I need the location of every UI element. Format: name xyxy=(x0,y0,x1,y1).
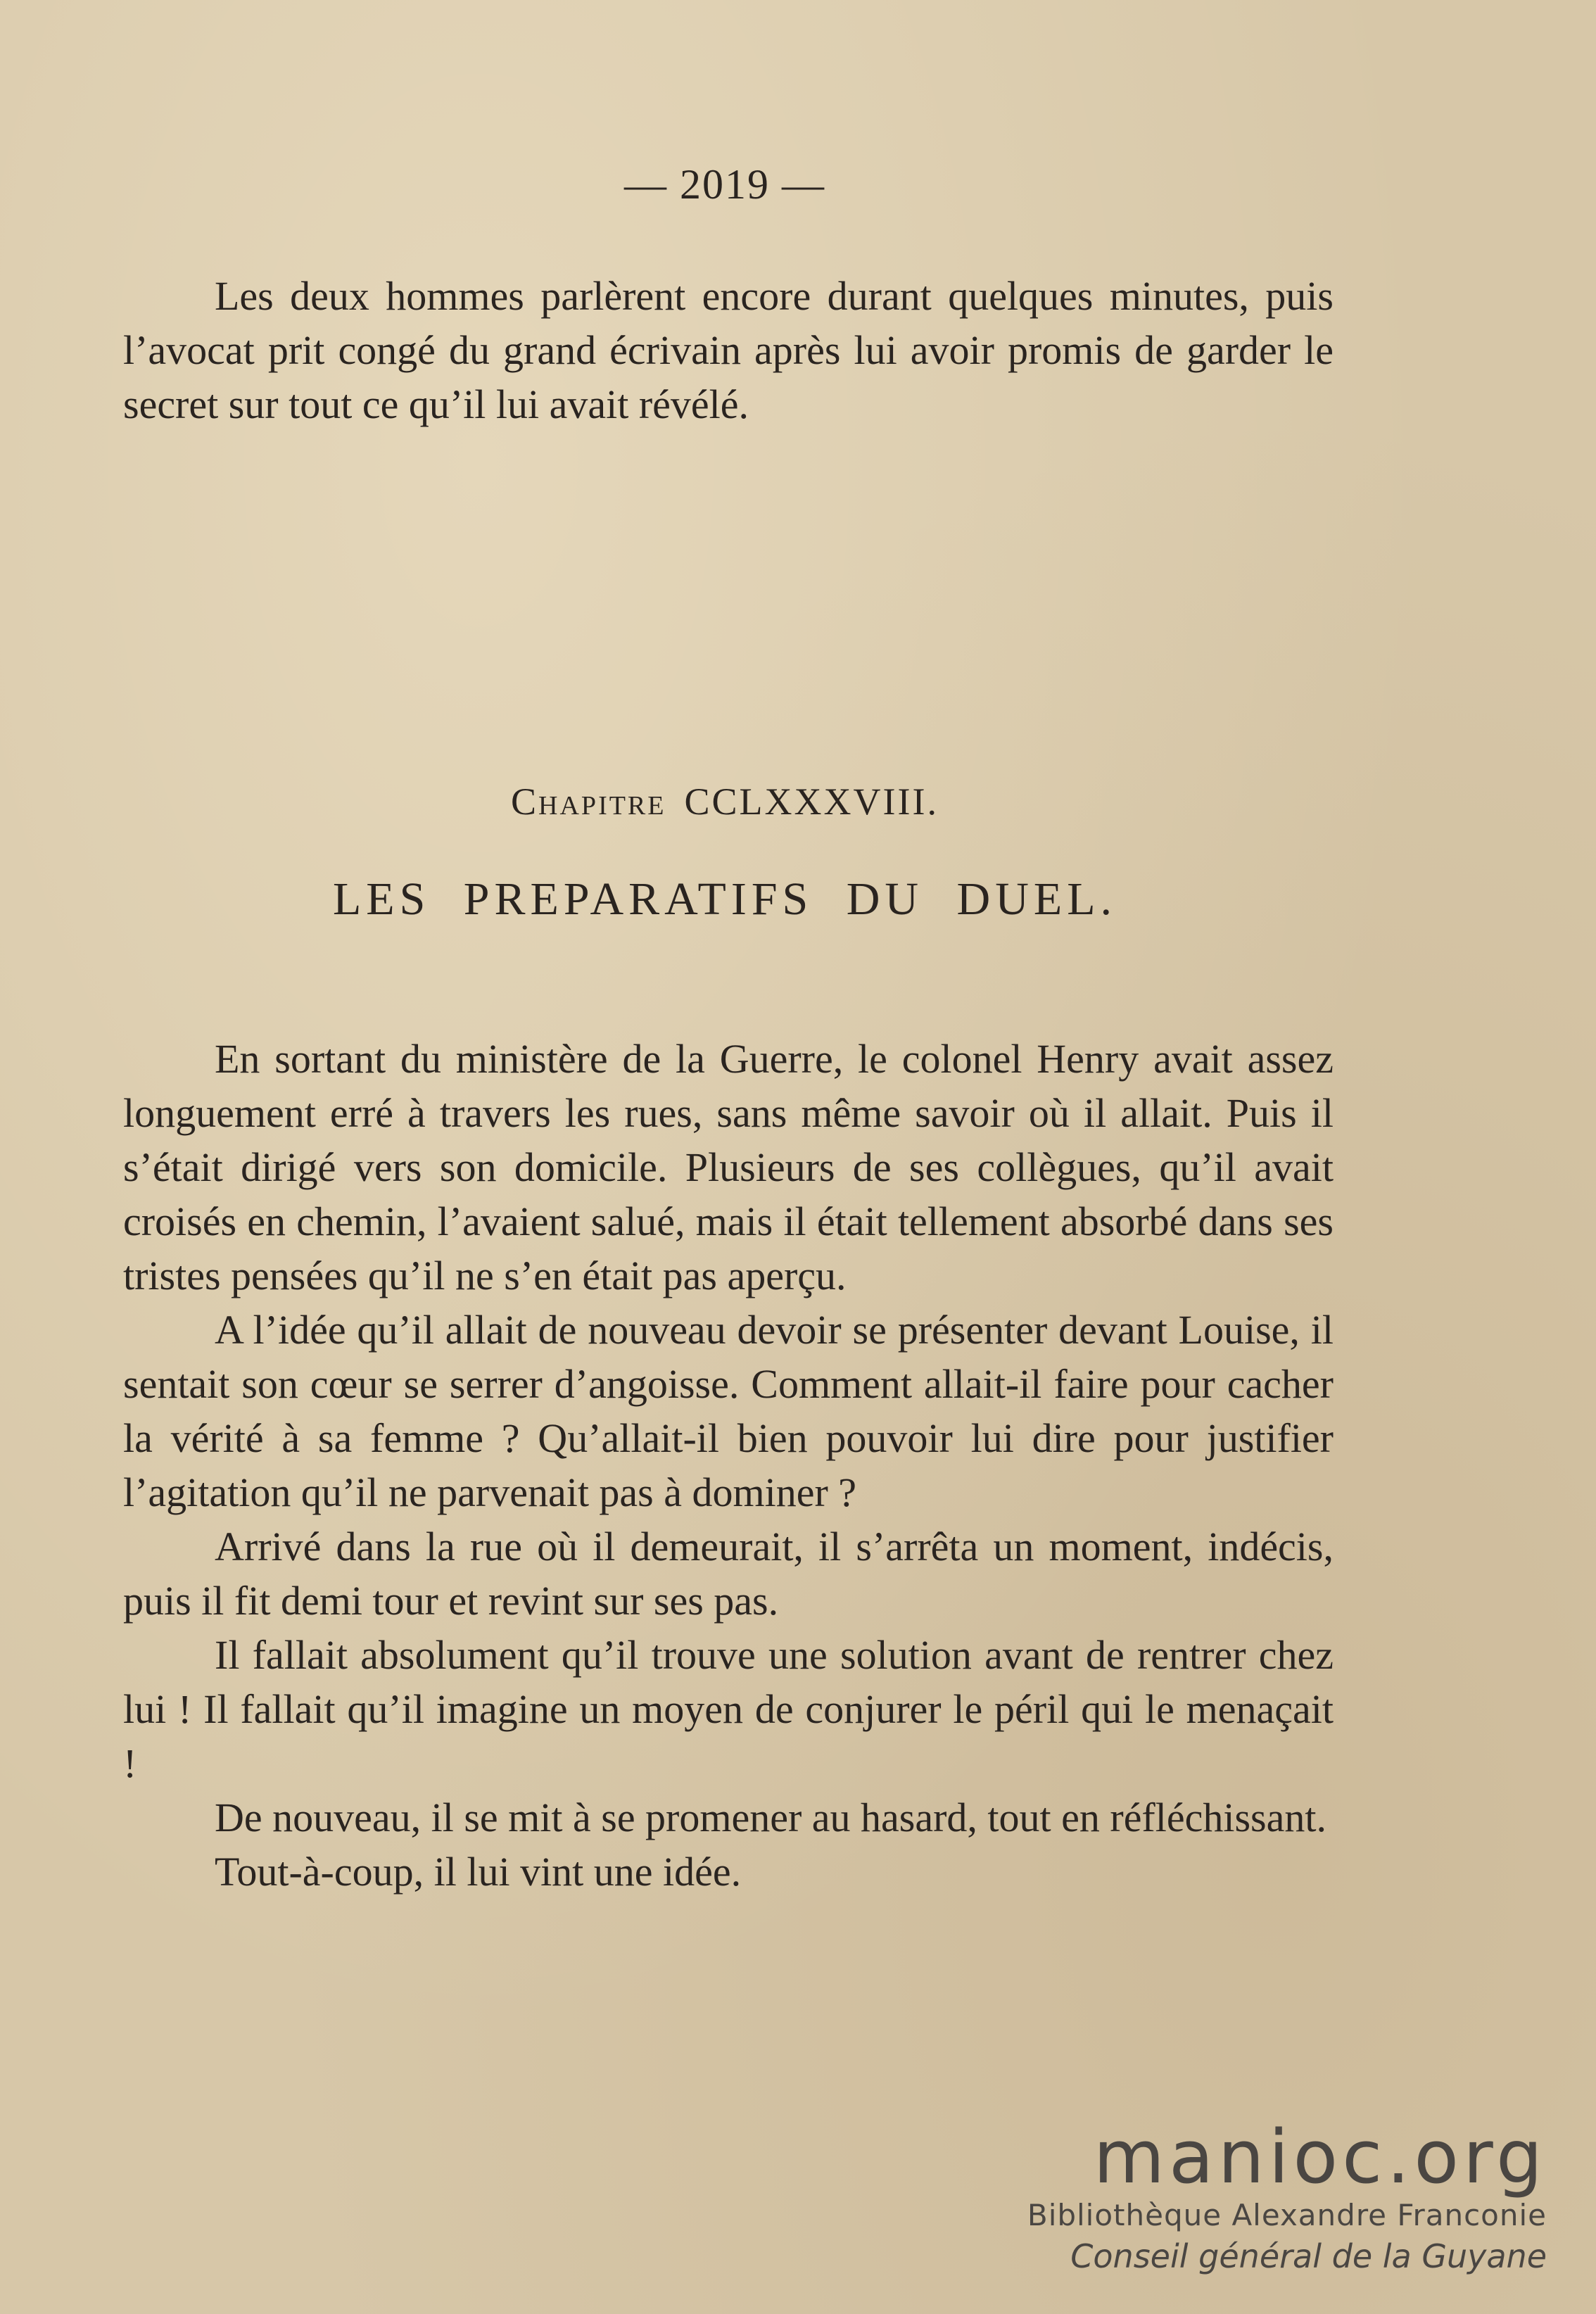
watermark-library: Bibliothèque Alexandre Franconie xyxy=(1027,2198,1547,2232)
library-watermark xyxy=(1027,2114,1547,2277)
body-paragraph: De nouveau, il se mit à se promener au hasard, tout en réfléchissant. xyxy=(215,1795,1326,1840)
chapter-label: Chapitre xyxy=(511,780,666,823)
intro-text xyxy=(123,269,1334,431)
chapter-body xyxy=(123,1032,1334,1899)
watermark-council: Conseil général de la Guyane xyxy=(1070,2237,1547,2275)
chapter-title: LES PREPARATIFS DU DUEL. xyxy=(332,873,1117,925)
intro-paragraph: Les deux hommes parlèrent encore durant quelques minutes, puis l’avocat prit congé du grand écrivain après lui avoir promis de garder le secret sur tout ce qu’il lui avait révélé. xyxy=(123,273,1334,427)
body-paragraph: Tout-à-coup, il lui vint une idée. xyxy=(215,1849,742,1895)
body-paragraph: Arrivé dans la rue où il demeurait, il s’arrêta un moment, indécis, puis il fit demi tour et revint sur ses pas. xyxy=(123,1524,1334,1624)
chapter-heading xyxy=(0,780,1450,823)
body-paragraph: A l’idée qu’il allait de nouveau devoir se présenter devant Louise, il sentait son cœur se serrer d’angoisse. Comment allait-il faire pour cacher la vérité à sa femme ? Qu’allait-il bien pouvoir lui dire pour justifier l’agitation qu’il ne parvenait pas à dominer ? xyxy=(123,1307,1334,1515)
watermark-brand: manioc.org xyxy=(1093,2114,1547,2200)
chapter-number: CCLXXXVIII. xyxy=(684,780,939,823)
body-paragraph: En sortant du ministère de la Guerre, le colonel Henry avait assez longuement erré à travers les rues, sans même savoir où il allait. Puis il s’était dirigé vers son domicile. Plusieurs de ses collègues, qu’il avait croisés en chemin, l’avaient salué, mais il était tellement absorbé dans ses tristes pensées qu’il ne s’en était pas aperçu. xyxy=(123,1036,1334,1298)
body-paragraph: Il fallait absolument qu’il trouve une solution avant de rentrer chez lui ! Il fallait qu’il imagine un moyen de conjurer le péril qui le menaçait ! xyxy=(123,1632,1334,1786)
page-number: — 2019 — xyxy=(624,161,825,208)
